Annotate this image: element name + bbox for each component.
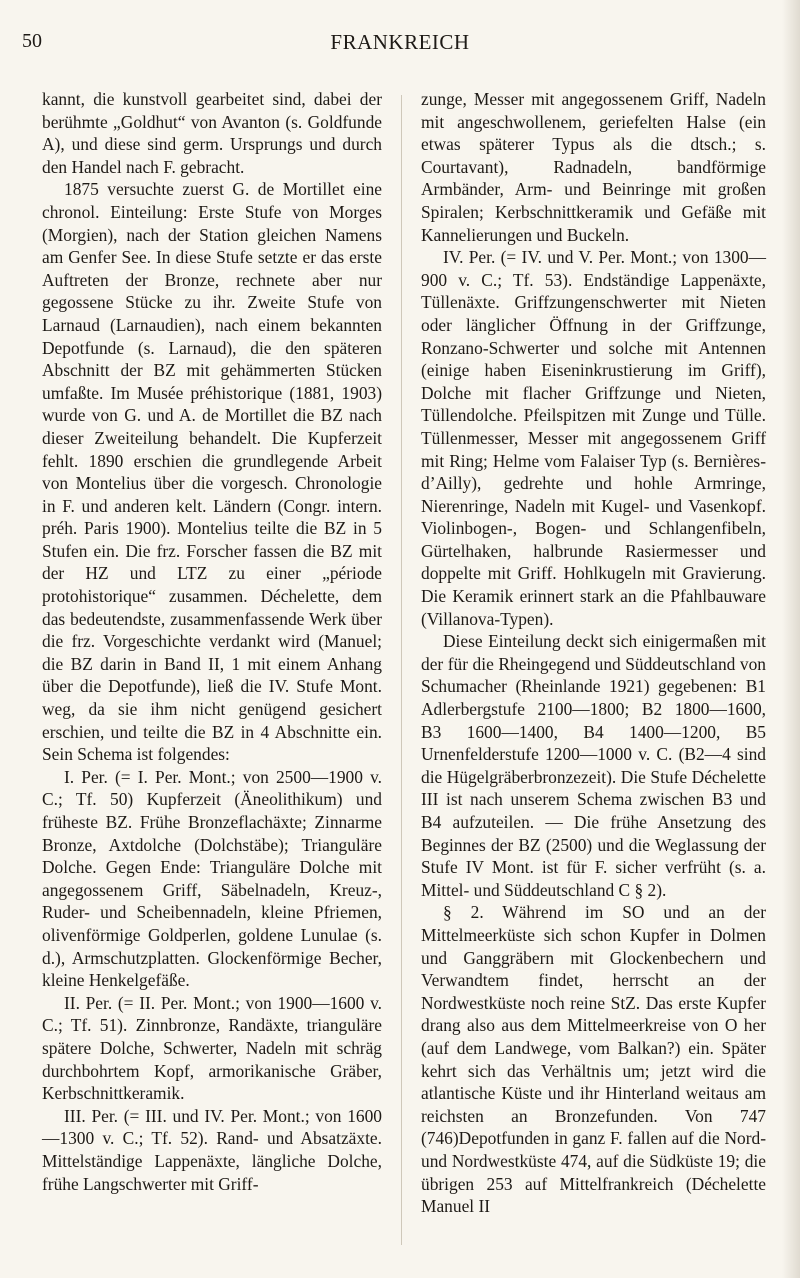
paragraph: IV. Per. (= IV. und V. Per. Mont.; von 1300—900 v. C.; Tf. 53). Endständige Lappenäxte, Tüllenäxte. Griffzungenschwerter mit Nieten oder länglicher Öffnung in der Griffzunge, Ronzano-Schwerter und solche mit Antennen (einige haben Eiseninkrustierung im Griff), Dolche mit flacher Griffzunge und Nieten, Tüllendolche. Pfeilspitzen mit Zunge und Tülle. Tüllenmesser, Messer mit angegossenem Griff mit Ring; Helme vom Falaiser Typ (s. Bernières-d’Ailly), gedrehte und hohle Armringe, Nierenringe, Nadeln mit Kugel- und Vasenkopf. Violinbogen-, Bogen- und Schlangenfibeln, Gürtelhaken, halbrunde Rasiermesser und doppelte mit Griff. Hohlkugeln mit Gravierung. Die Keramik erinnert stark an die Pfahlbauware (Villanova-Typen). [421,247,766,629]
paragraph: kannt, die kunstvoll gearbeitet sind, dabei der berühmte „Goldhut“ von Avanton (s. Goldfunde A), und diese sind germ. Ursprungs und durch den Handel nach F. gebracht. [42,89,382,177]
left-column [42,88,382,1195]
paragraph: § 2. Während im SO und an der Mittelmeerküste sich schon Kupfer in Dolmen und Ganggräbern mit Glockenbechern und Verwandtem findet, herrscht an der Nordwestküste noch reine StZ. Das erste Kupfer drang also aus dem Mittelmeerkreise von O her (auf dem Landwege, vom Balkan?) ein. Später kehrt sich das Verhältnis um; jetzt wird die atlantische Küste und ihr Hinterland weitaus am reichsten an Bronzefunden. Von 747 (746)Depotfunden in ganz F. fallen auf die Nord- und Nordwestküste 474, auf die Südküste 19; die übrigen 253 auf Mittelfrankreich (Déchelette Manuel II [421,902,766,1217]
page-edge-shadow [782,0,800,1278]
paragraph: III. Per. (= III. und IV. Per. Mont.; von 1600—1300 v. C.; Tf. 52). Rand- und Absatzäxte. Mittelständige Lappenäxte, längliche Dolche, frühe Langschwerter mit Griff- [42,1105,382,1194]
column-divider [401,95,402,1245]
right-column [421,88,766,1218]
page-number: 50 [22,30,42,52]
paragraph: zunge, Messer mit angegossenem Griff, Nadeln mit angeschwollenem, geriefelten Halse (ein etwas späterer Typus als die dtsch.; s. Courtavant), Radnadeln, bandförmige Armbänder, Arm- und Beinringe mit großen Spiralen; Kerbschnittkeramik und Gefäße mit Kannelierungen und Buckeln. [421,89,766,245]
running-head: FRANKREICH [330,30,470,54]
paragraph: Diese Einteilung deckt sich einigermaßen mit der für die Rheingegend und Süddeutschland von Schumacher (Rheinlande 1921) gegebenen: B1 Adlerbergstufe 2100—1800; B2 1800—1600, B3 1600—1400, B4 1400—1200, B5 Urnenfelderstufe 1200—1000 v. C. (B2—4 sind die Hügelgräberbronzezeit). Die Stufe Déchelette III ist nach unserem Schema zwischen B3 und B4 aufzuteilen. — Die frühe Ansetzung des Beginnes der BZ (2500) und die Weglassung der Stufe IV Mont. ist für F. sicher verfrüht (s. a. Mittel- und Süddeutschland C § 2). [421,631,766,900]
paragraph: 1875 versuchte zuerst G. de Mortillet eine chronol. Einteilung: Erste Stufe von Morges (Morgien), nach der Station gleichen Namens am Genfer See. In diese Stufe setzte er das erste Auftreten der Bronze, rechnete aber nur gegossene Stücke zu ihr. Zweite Stufe von Larnaud (Larnaudien), nach einem bekannten Depotfunde (s. Larnaud), die den späteren Abschnitt der BZ mit gehämmerten Stücken umfaßte. Im Musée préhistorique (1881, 1903) wurde von G. und A. de Mortillet die BZ nach dieser Zweiteilung behandelt. Die Kupferzeit fehlt. 1890 erschien die grundlegende Arbeit von Montelius über die vorgesch. Chronologie in F. und anderen kelt. Ländern (Congr. intern. préh. Paris 1900). Montelius teilte die BZ in 5 Stufen ein. Die frz. Forscher fassen die BZ mit der HZ und LTZ zu einer „période protohistorique“ zusammen. Déchelette, dem das bedeutendste, zusammenfassende Werk über die frz. Vorgeschichte verdankt wird (Manuel; die BZ darin in Band II, 1 mit einem Anhang über die Depotfunde), ließ die IV. Stufe Mont. weg, da sie ihm nicht genügend gesichert erschien, und teilte die BZ in 4 Abschnitte ein. Sein Schema ist folgendes: [42,179,382,765]
paragraph: I. Per. (= I. Per. Mont.; von 2500—1900 v. C.; Tf. 50) Kupferzeit (Äneolithikum) und früheste BZ. Frühe Bronzeflachäxte; Zinnarme Bronze, Axtdolche (Dolchstäbe); Trianguläre Dolche. Gegen Ende: Trianguläre Dolche mit angegossenem Griff, Säbelnadeln, Kreuz-, Ruder- und Scheibennadeln, kleine Pfriemen, olivenförmige Goldperlen, goldene Lunulae (s. d.), Armschutzplatten. Glockenförmige Becher, kleine Henkelgefäße. [42,766,382,991]
paragraph: II. Per. (= II. Per. Mont.; von 1900—1600 v. C.; Tf. 51). Zinnbronze, Randäxte, trianguläre spätere Dolche, Schwerter, Nadeln mit schräg durchbohrtem Kopf, armorikanische Gräber, Kerbschnittkeramik. [42,992,382,1104]
